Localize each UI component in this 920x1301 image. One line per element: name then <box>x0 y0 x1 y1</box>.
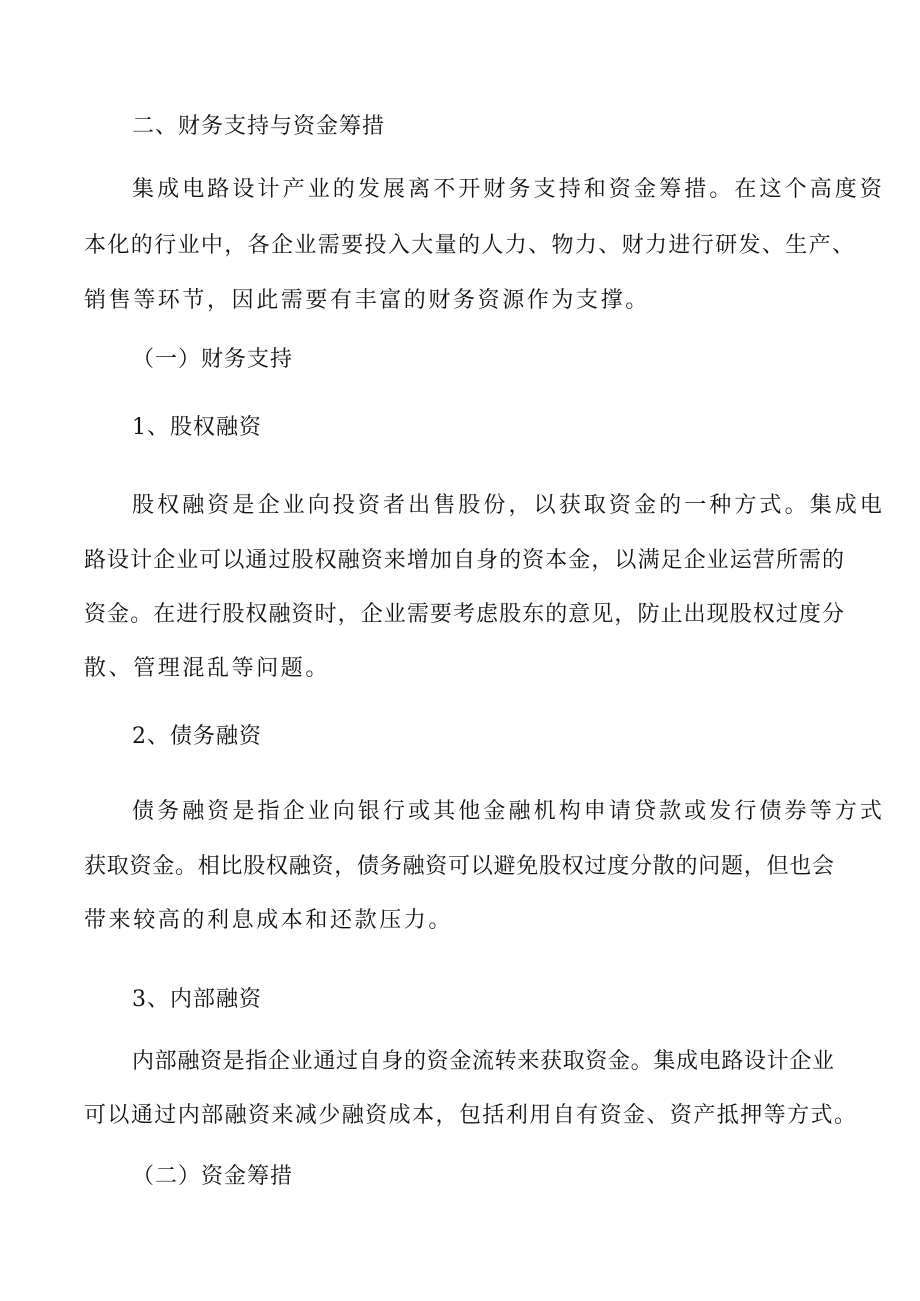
item-2-line-1: 债务融资是指企业向银行或其他金融机构申请贷款或发行债券等方式 <box>132 799 886 824</box>
item-2-line-3: 带来较高的利息成本和还款压力。 <box>84 908 454 933</box>
intro-line-1: 集成电路设计产业的发展离不开财务支持和资金筹措。在这个高度资 <box>132 177 886 202</box>
item-1-line-3: 资金。在进行股权融资时，企业需要考虑股东的意见，防止出现股权过度分 <box>84 602 844 627</box>
subsection-1-title: （一）财务支持 <box>132 347 294 372</box>
item-3-line-2: 可以通过内部融资来减少融资成本，包括利用自有资金、资产抵押等方式。 <box>84 1103 856 1128</box>
item-1-line-4: 散、管理混乱等问题。 <box>84 656 331 681</box>
item-3-line-1: 内部融资是指企业通过自身的资金流转来获取资金。集成电路设计企业 <box>132 1049 834 1074</box>
section-title: 二、财务支持与资金筹措 <box>132 114 386 139</box>
item-1-line-1: 股权融资是企业向投资者出售股份，以获取资金的一种方式。集成电 <box>132 493 886 518</box>
item-3-title: 3、内部融资 <box>132 987 262 1012</box>
item-1-title: 1、股权融资 <box>132 415 262 440</box>
intro-line-2: 本化的行业中，各企业需要投入大量的人力、物力、财力进行研发、生产、 <box>84 233 854 258</box>
item-2-title: 2、债务融资 <box>132 724 262 749</box>
subsection-2-title: （二）资金筹措 <box>132 1164 294 1189</box>
item-2-line-2: 获取资金。相比股权融资，债务融资可以避免股权过度分散的问题，但也会 <box>84 854 834 879</box>
item-1-line-2: 路设计企业可以通过股权融资来增加自身的资本金，以满足企业运营所需的 <box>84 548 844 573</box>
intro-line-3: 销售等环节，因此需要有丰富的财务资源作为支撑。 <box>84 288 650 313</box>
